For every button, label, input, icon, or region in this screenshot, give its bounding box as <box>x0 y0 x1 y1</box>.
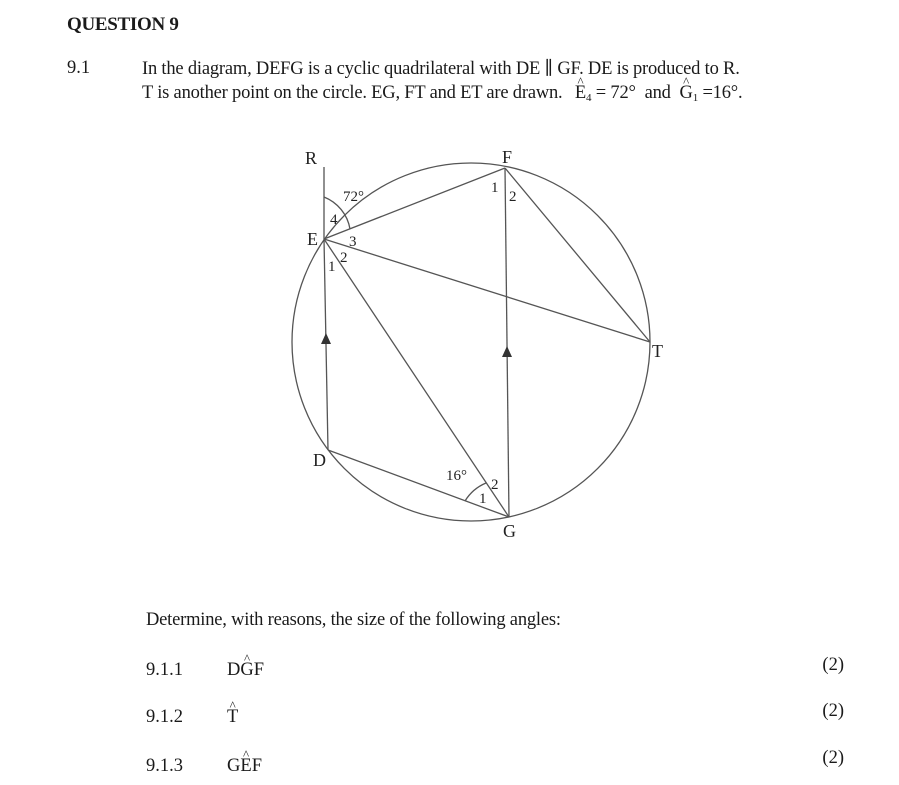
part-angle <box>227 707 238 728</box>
part-marks: (2) <box>822 701 844 721</box>
line-FG <box>505 168 509 517</box>
subquestion-number: 9.1 <box>67 58 91 78</box>
angle-vertex: ^ E <box>240 756 251 777</box>
angle-label-G2: 2 <box>491 477 499 493</box>
angle-letter: ^ G <box>680 83 693 104</box>
angle-label-F2: 2 <box>509 189 517 205</box>
label-R: R <box>305 148 318 168</box>
question-text-line-2-text: T is another point on the circle. EG, FT and ET are drawn. <box>142 83 563 103</box>
part-number: 9.1.3 <box>146 756 183 776</box>
angle-value-E4: 72° <box>343 189 364 205</box>
angle-label-E1: 1 <box>328 259 336 275</box>
angle-label-E2: 2 <box>340 250 348 266</box>
angle-value-G1: 16° <box>446 468 467 484</box>
label-D: D <box>313 450 326 470</box>
angle-vertex: ^ T <box>227 707 238 728</box>
angle-vertex: ^ G <box>240 660 253 681</box>
label-F: F <box>502 147 513 167</box>
question-text-line-1: In the diagram, DEFG is a cyclic quadrilateral with DE ∥ GF. DE is produced to R. <box>142 59 740 79</box>
label-T: T <box>652 341 663 361</box>
angle-value: = 72° <box>591 83 636 103</box>
angle-subscript: 1 <box>692 92 699 104</box>
angle-subscript: 4 <box>586 92 592 104</box>
parallel-arrow-DE-icon <box>321 333 331 344</box>
part-number: 9.1.2 <box>146 707 183 727</box>
part-marks: (2) <box>822 655 844 675</box>
angle-value: =16°. <box>698 83 743 103</box>
angle-label-E4: 4 <box>330 212 338 228</box>
label-E: E <box>307 229 318 249</box>
angle-letter: ^ E <box>575 83 586 104</box>
angle-pre: D <box>227 660 241 680</box>
part-marks: (2) <box>822 748 844 768</box>
line-FT <box>505 168 650 342</box>
angle-post: F <box>251 756 262 776</box>
angle-post: F <box>253 660 265 680</box>
label-G: G <box>503 521 516 541</box>
parallel-arrow-GF-icon <box>502 346 512 357</box>
given-joiner: and <box>635 83 680 103</box>
part-number: 9.1.1 <box>146 660 183 680</box>
angle-label-G1: 1 <box>479 491 487 507</box>
question-title: QUESTION 9 <box>67 14 179 35</box>
instructions: Determine, with reasons, the size of the following angles: <box>146 610 561 630</box>
angle-label-E3: 3 <box>349 234 357 250</box>
angle-label-F1: 1 <box>491 180 499 196</box>
part-angle <box>227 660 264 681</box>
angle-pre: G <box>227 756 241 776</box>
line-ET <box>324 239 650 342</box>
part-angle <box>227 756 262 777</box>
